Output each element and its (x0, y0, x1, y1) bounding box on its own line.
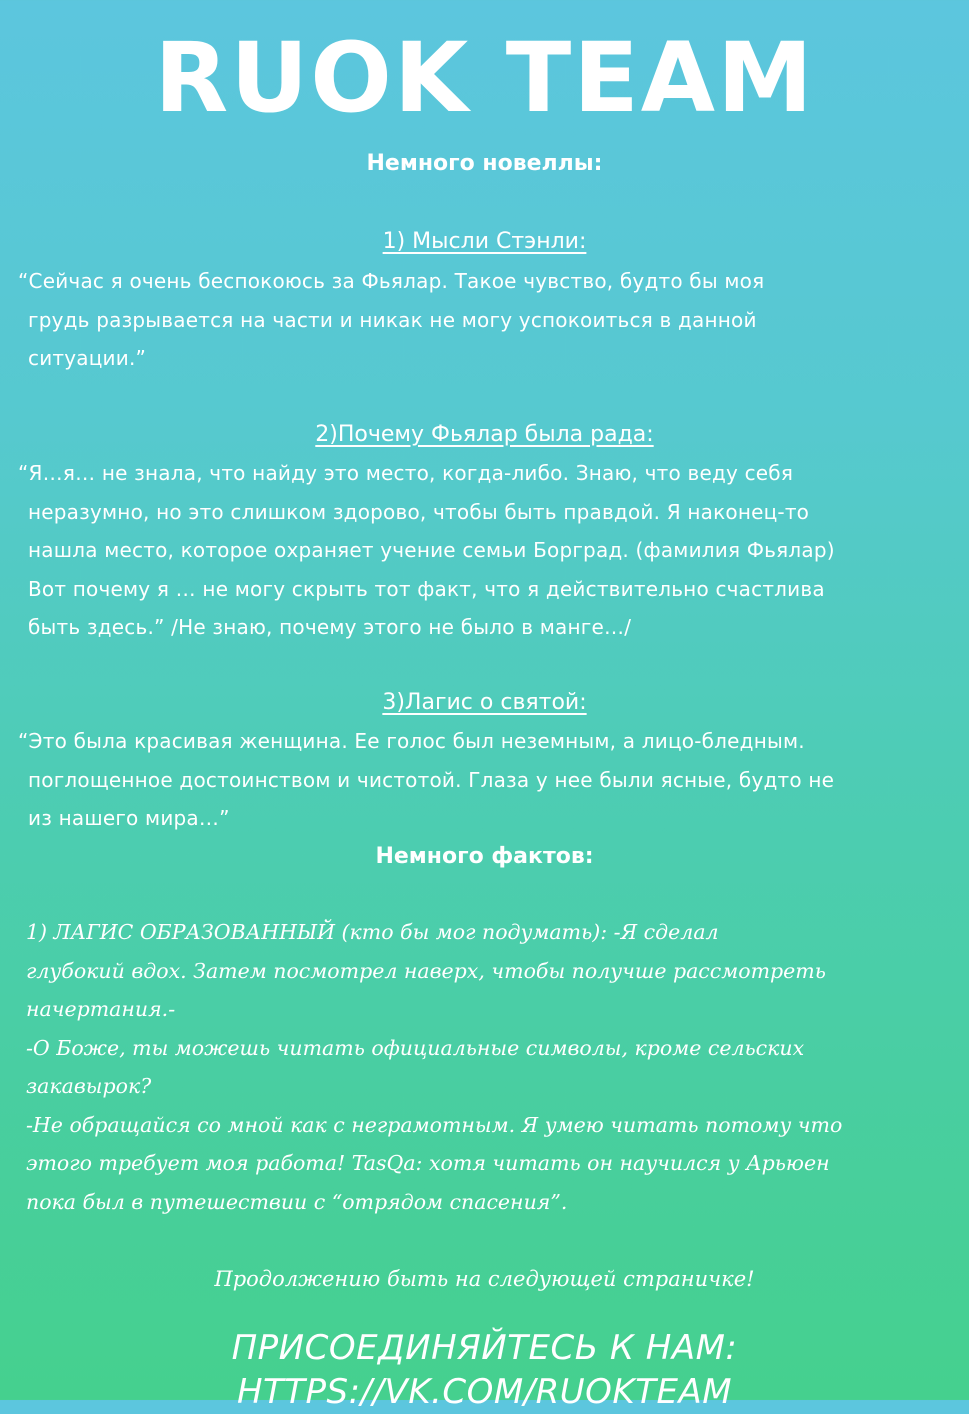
quote-line: из нашего мира…” (28, 806, 230, 830)
section-heading-stanley: 1) Мысли Стэнли: (382, 229, 587, 254)
fact-line: пока был в путешествии с “отрядом спасения”. (26, 1189, 568, 1214)
continue-note: Продолжению быть на следующей страничке! (214, 1267, 755, 1291)
quote-line: поглощенное достоинством и чистотой. Глаза у нее были ясные, будто не (28, 767, 835, 792)
section-quote-stanley (18, 262, 953, 378)
quote-line: неразумно, но это слишком здорово, чтобы быть правдой. Я наконец-то (28, 499, 810, 524)
section-heading-fjalar: 2)Почему Фьялар была рада: (315, 422, 654, 447)
quote-line: грудь разрывается на части и никак не могу успокоиться в данной (28, 307, 757, 332)
quote-line: ситуации.” (28, 346, 147, 370)
fact-line: -Не обращайся со мной как с неграмотным. Я умею читать потому что (26, 1112, 843, 1137)
fact-line: закавырок? (26, 1074, 152, 1098)
section-quote-lagis (18, 722, 953, 838)
section-heading-lagis: 3)Лагис о святой: (382, 690, 587, 715)
team-title: RUOK TEAM (154, 22, 815, 134)
fact-line: глубокий вдох. Затем посмотрел наверх, чтобы получше рассмотреть (26, 958, 826, 983)
quote-line: “Я…я… не знала, что найду это место, когда-либо. Знаю, что веду себя (18, 461, 794, 485)
facts-body (26, 913, 956, 1221)
facts-heading: Немного фактов: (375, 844, 594, 869)
quote-line: Вот почему я … не могу скрыть тот факт, что я действительно счастлива (28, 576, 825, 601)
quote-line: нашла место, которое охраняет учение семьи Борград. (фамилия Фьялар) (28, 538, 835, 562)
fact-line: этого требует моя работа! TasQa: хотя читать он научился у Арьюен (26, 1151, 830, 1175)
quote-line: быть здесь.” /Не знаю, почему этого не было в манге…/ (28, 615, 632, 639)
quote-line: “Сейчас я очень беспокоюсь за Фьялар. Такое чувство, будто бы моя (18, 269, 765, 293)
section-quote-fjalar (18, 454, 953, 647)
join-link[interactable]: ПРИСОЕДИНЯЙТЕСЬ К НАМ: HTTPS://VK.COM/RUOKTEAM (231, 1328, 738, 1412)
fact-line: -О Боже, ты можешь читать официальные символы, кроме сельских (26, 1035, 805, 1060)
fact-line: начертания.- (26, 997, 176, 1021)
novel-subtitle: Немного новеллы: (366, 151, 603, 176)
quote-line: “Это была красивая женщина. Ее голос был неземным, а лицо-бледным. (18, 729, 805, 753)
fact-line: 1) ЛАГИС ОБРАЗОВАННЫЙ (кто бы мог подумать): -Я сделал (26, 920, 719, 944)
